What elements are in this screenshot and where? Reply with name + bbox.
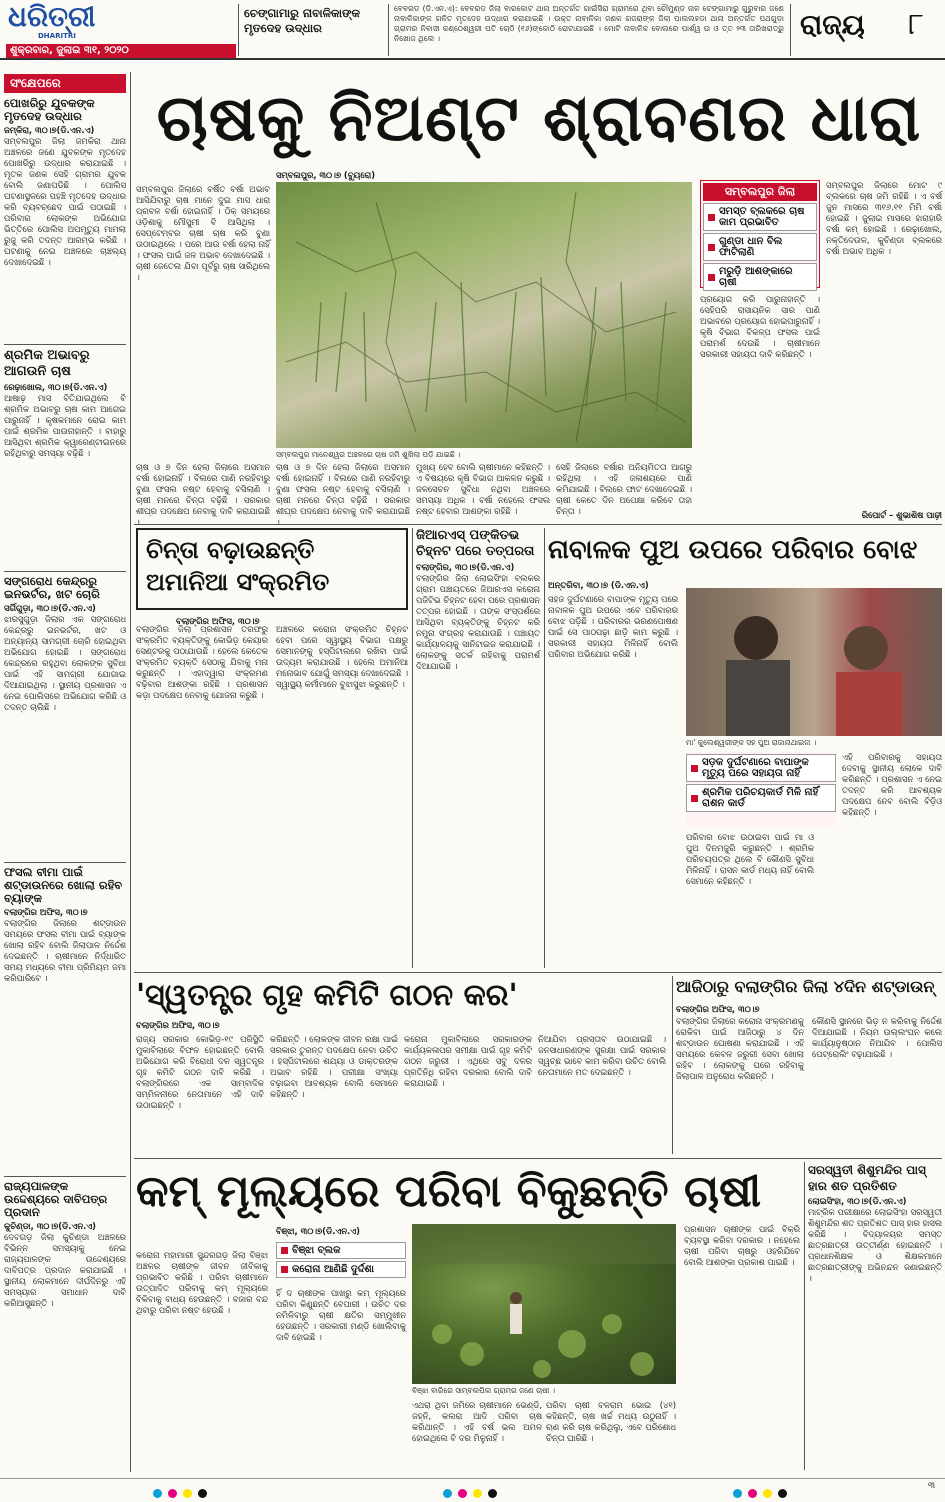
- jiaes-body: ବଲାଙ୍ଗିର ଜିଲା ଲୋଇସିଂହା ବ୍ଲକର ଗ୍ରାମ ପଞ୍ଚାୟତରେ ଜିଆରଏସ କରୋନା ପଜିଟିଭ ଚିହ୍ନଟ ହେବା ପରେ ପ୍ରଶାସନ ତତ୍ପର ହୋଇଛି । ତାଙ୍କ ସଂସ୍ପର୍ଶରେ ଆସିଥିବା ବ୍ୟକ୍ତିଙ୍କୁ ଚିହ୍ନଟ କରି ନମୁନା ସଂଗ୍ରହ କରାଯାଉଛି । ପଞ୍ଚାୟତ କାର୍ଯ୍ୟାଳୟକୁ ସାନିଟାଇଜ କରାଯାଇଛି । ଲୋକଙ୍କୁ ସତର୍କ ରହିବାକୁ ପରାମର୍ଶ ଦିଆଯାଇଛି ।: [416, 573, 540, 671]
- kam-col-1: କରୋନା ମହାମାରୀ ସୁନ୍ଦରଗଡ଼ ଜିଲା ବିଞ୍ଝା ଅଞ୍ଚଳର ଚାଷୀଙ୍କ ଜୀବନ ଜୀବିକାକୁ ପ୍ରଭାବିତ କରିଛି । ପରିବା ଚାଷୀମାନେ ଉତ୍ପାଦିତ ପରିବାକୁ କମ୍ ମୂଲ୍ୟରେ ବିକିବାକୁ ବାଧ୍ୟ ହେଉଛନ୍ତି । ବଜାର ବନ୍ଦ ଥିବାରୁ ପରିବା ନଷ୍ଟ ହେଉଛି ।: [136, 1250, 268, 1315]
- lead-col-1: ସମ୍ବଲପୁର ଜିଲାରେ ବର୍ଷିତ ବର୍ଷା ଅଭାବ ଆସିଯିବାରୁ ଚାଷ ମାନେ ଦୁଇ ମାସ ଧାରା ପ୍ରବଳ ବର୍ଷା ହୋଇନାହିଁ । ଠିକ୍ ସମୟରେ ଓଡ଼ିଶାକୁ ମୌସୁମୀ ବି ଆସିଥିଲା । ସେପ୍ଟେମ୍ବର ଚାଷୀ ଚାଷ କରି ବୁଣା ଉଠାଇଥିଲେ । ପରେ ଆଉ ବର୍ଷା ହେଲା ନାହିଁ । ଫସଲ ପାଇଁ ଜଳ ଅଭାବ ଦେଖାଦେଇଛି । ଚାଷୀ ଜେତେଲ ଯିବା ପୂର୍ବରୁ ଚାଷ ସାରିଥିଲେ ।: [136, 184, 270, 282]
- kam-col-4: ପରିବା ଚାଷୀ ବଳରାମ ଭୋଇ (୪୧) କହିଛନ୍ତି, ଚାଷ ଖର୍ଚ୍ଚ ମଧ୍ୟ ଉଠୁନାହିଁ । ଋଣ କରି ଚାଷ କରିଥିଲୁ, ଏବେ ପରିଶୋଧ ଚିନ୍ତା ଘାରିଛି ।: [546, 1400, 676, 1443]
- nabalak-col-1: ସହଜ ଦୁର୍ଘଟଣାରେ ବାପାଙ୍କ ମୃତ୍ୟୁ ପରେ ନାବାଳକ ପୁଅ ଉପରେ ଏବେ ପରିବାରର ବୋଝ ପଡ଼ିଛି । ପରିବାରର ଭରଣପୋଷଣ ପାଇଁ ସେ ପାଠପଢ଼ା ଛାଡ଼ି କାମ କରୁଛି । ସରକାରୀ ସହାୟତା ମିଳିନାହିଁ ବୋଲି ପରିବାର ଅଭିଯୋଗ କରିଛି ।: [548, 594, 678, 659]
- brief-body: ଦେବଗଡ଼ ଜିଲା କୁଚିଣ୍ଡା ଅଞ୍ଚଳରେ ବିଭିନ୍ନ ସମସ୍ୟାକୁ ନେଇ ରାଜ୍ୟପାଳଙ୍କ ଉଦ୍ଦେଶ୍ୟରେ ଦାବିପତ୍ର ପ୍ରଦାନ କରାଯାଇଛି । ସ୍ଥାନୀୟ ଲୋକମାନେ ଦୀର୍ଘଦିନରୁ ଏହି ସମସ୍ୟାର ସମାଧାନ ଦାବି କରିଆସୁଛନ୍ତି ।: [4, 1232, 126, 1308]
- lead-sidebar-item: ମରୁଡ଼ି ଆଶଙ୍କାରେ ଚାଷୀ: [703, 263, 817, 291]
- lead-dateline: ସମ୍ବଲପୁର, ୩୦।୭ (ବ୍ୟୁରୋ): [276, 170, 376, 180]
- kam-col-2: ହିଁ ଦ ଚାଷୀଙ୍କ ପାଖରୁ କମ୍ ମୂଲ୍ୟରେ ପରିବା କିଣୁଛନ୍ତି ବେପାରୀ । ଉଚିତ ଦର ନମିଳିବାରୁ ଚାଷୀ କ୍ଷତିର ସମ୍ମୁଖୀନ ହେଉଛନ୍ତି । ସରକାରୀ ମଣ୍ଡି ଖୋଲିବାକୁ ଦାବି ହୋଇଛି ।: [276, 1288, 406, 1342]
- brief-title: ଶ୍ରମିକ ଅଭାବରୁ ଆଗଉନି ଚାଷ: [4, 348, 90, 379]
- kam-col-5: ପ୍ରଶାସନ ଚାଷୀଙ୍କ ପାଇଁ ବିକ୍ରି ବ୍ୟବସ୍ଥା କରିବା ଦରକାର । ନହେଲେ ଚାଷୀ ପରିବା ଚାଷରୁ ଓହରିଯିବେ ବୋଲି ଆଶଙ୍କା ପ୍ରକାଶ ପାଇଛି ।: [684, 1224, 800, 1267]
- amania-col-1: ବଲାଙ୍ଗିର ଜିଲା ପ୍ରଶାସନ ତରଫରୁ ସଂକ୍ରମିତ ବ୍ୟକ୍ତିଙ୍କୁ କୋଭିଡ଼ କେୟାର ସେଣ୍ଟରକୁ ପଠାଯାଉଛି । ହେଲେ କେତେକ ସଂକ୍ରମିତ ବ୍ୟକ୍ତି ସେଠାକୁ ଯିବାକୁ ମନା କରୁଛନ୍ତି । ଏହାଦ୍ୱାରା ସଂକ୍ରମଣ ବଢ଼ିବାର ଆଶଙ୍କା ରହିଛି । ପ୍ରଶାସନ କଡ଼ା ପଦକ୍ଷେପ ନେବାକୁ ଯୋଜନା କରୁଛି ।: [136, 624, 268, 700]
- story-amania: [136, 528, 408, 968]
- cracked-field-illustration: [276, 182, 692, 448]
- nabalak-box-item: ସଡ଼କ ଦୁର୍ଘଟଣାରେ ବାପାଙ୍କ ମୃତ୍ୟୁ ପରେ ସହାୟତା ନାହିଁ: [686, 754, 836, 782]
- brief-title: ଫସଲ ବୀମା ପାଇଁ ଶଟ୍‌ଡାଉନରେ ଖୋଲା ରହିବ ବ୍ୟାଙ୍କ: [4, 865, 123, 905]
- print-marks: [0, 1478, 945, 1497]
- lead-story: [136, 170, 942, 527]
- jiaes-headline: ଜିଆରଏସ୍ ପଙ୍କିତଭ ଚିହ୍ନଟ ପରେ ତତ୍ପରତା: [416, 528, 535, 559]
- lead-photo-caption: ସମ୍ବଲପୁର ମାନେଶ୍ୱର ଅଞ୍ଚଳରେ ଚାଷ ଜମି ଶୁଖିଲା ପଡ଼ି ଯାଇଛି ।: [276, 450, 461, 459]
- bullet-square-icon: [708, 214, 715, 221]
- lead-sidebar-box: [700, 180, 820, 288]
- nabalak-col-2: ପରିବାର ବୋଝ ଉଠାଇବା ପାଇଁ ମା ଓ ପୁଅ ଦିନମଜୁରି କରୁଛନ୍ତି । ଶ୍ରମିକ ପରିଚୟପତ୍ର ଥିଲେ ବି କୌଣସି ସୁବିଧା ମିଳିନାହିଁ । ରାସନ କାର୍ଡ ମଧ୍ୟ ନାହିଁ ବୋଲି ସେମାନେ କହିଛନ୍ତି ।: [686, 832, 814, 886]
- kam-photo-caption: ବିଞ୍ଝା ବାରିରେ ସାମ୍ବଲପିଲ ଗ୍ରାମର ଜଣେ ଚାଷୀ ।: [412, 1386, 555, 1395]
- footer-page-marker: ୩: [928, 1481, 936, 1491]
- newspaper-logo: [8, 2, 98, 42]
- color-registration-dots: [440, 1483, 560, 1495]
- story-nabalak: [548, 528, 942, 968]
- swatantra-headline: 'ସ୍ୱତନ୍ତ୍ର ଗୃହ କମିଟି ଗଠନ କର': [136, 978, 518, 1013]
- lead-col-4: ମୁଖ୍ୟ ହେବ ବୋଲି ଚାଷୀମାନେ କହିଛନ୍ତି । ଏ ବିଷୟରେ କୃଷି ବିଭାଗ ଆକଳନ କରୁଛି । ଜଳସେଚନ ସୁବିଧା ନଥିବା ଅଞ୍ଚଳରେ ସମସ୍ୟା ଅଧିକ । ବର୍ଷା ନହେଲେ ଫସଲ ନଷ୍ଟ ହେବାର ଆଶଙ୍କା ରହିଛି ।: [416, 462, 550, 516]
- brief-dateline: ସର୍ଗିଗୁଡ଼ା, ୩୦।୭(ଡି.ଏନ.ଏ): [4, 603, 96, 613]
- brief-column: [4, 74, 126, 1474]
- lead-reporter: ରିପୋର୍ଟ – ଶୁଭାଶିଷ ପାଢ଼ୀ: [861, 510, 942, 520]
- nabalak-photo-caption: ମା' କୁଲେଶ୍ୱରୀଙ୍କ ସହ ପୁଅ ରାଜାନାଥାଇନା ।: [686, 738, 817, 747]
- saraswati-headline: ସରସ୍ୱତୀ ଶିଶୁମନ୍ଦିର ପାସ୍ ହାର ଶତ ପ୍ରତିଶତ: [808, 1163, 926, 1193]
- brief-label: ସଂକ୍ଷେପରେ: [4, 74, 126, 93]
- lead-col-3: ଚାଷ ଓ ୭ ଦିନ ହେଲା ଜିଲାରେ ଅସମାନ ବର୍ଷା ହୋଇନାହିଁ । ବିଲରେ ପାଣି ନରହିବାରୁ ବୁଣା ଫସଲ ନଷ୍ଟ ହେବାକୁ ବସିଲାଣି । ଚାଷୀ ମନରେ ଚିନ୍ତା ବଢ଼ିଛି । ସରକାର ଶୀଘ୍ର ପଦକ୍ଷେପ ନେବାକୁ ଦାବି କରାଯାଇଛି ।: [276, 462, 410, 527]
- bullet-square-icon: [281, 1266, 288, 1273]
- story-kam: [136, 1162, 800, 1470]
- masthead: [0, 0, 945, 60]
- swatantra-col-3: କରୋନା ମୁକାବିଲାରେ ସରକାରଙ୍କ କାର୍ଯ୍ୟକଳାପର ସମୀକ୍ଷା ପାଇଁ ଗୃହ କମିଟି ଗଠନ ଜରୁରୀ । ଏଥିରେ ସବୁ ଦଳର ପ୍ରତିନିଧି ରହିବା ଦରକାର ବୋଲି ଦାବି କରାଯାଇଛି ।: [404, 1034, 532, 1088]
- brief-item: [4, 575, 126, 859]
- kam-box-item: କରୋନା ଆଣିଛି ଦୁର୍ଦ୍ଦଶା: [276, 1261, 406, 1278]
- lead-col-7: ସମ୍ବଲପୁର ଜିଲାରେ ମୋଟ ୯ ବ୍ଲକରେ ଚାଷ ଜମି ରହିଛି । ଏ ବର୍ଷ ଜୁନ ମାସରେ ୩୧୬.୧୧ ମିମି ବର୍ଷା ହୋଇଛି । ଜୁଲାଇ ମାସରେ ହାରାହାରି ବର୍ଷା କମ୍ ହୋଇଛି । ରେଢ଼ାଖୋଲ, ନକ୍ତିଦେଉଳ, କୁଚିଣ୍ଡା ବ୍ଲକରେ ବର୍ଷା ଅଭାବ ଅଧିକ ।: [826, 180, 942, 256]
- story-saraswati: [808, 1162, 942, 1470]
- teaser-text: ବେବରଡ (ଡି.ଏନ.ଏ): ବେବରଡ ଜିଲା ବାରକୋଟ ଥାନା ଅନ୍ତର୍ଗତ ଗାଇଁସିରା ଗ୍ରାମରେ ଥିବା ଚୌମୁଣ୍ଡ ନାଳ ଚେଙ୍ଗାମାରୁ ଗୁରୁବାର ଜଣେ ନାବାଳିକାଙ୍କ ଗଳିତ ମୃତଦେହ ଉଦ୍ଧାର କରାଯାଇଛି । ଉକ୍ତ ନାବାଳିକା ଜଣକ ଗଜରାଙ୍କ ଜିଲା ପାଲଲହଡା ଥାନା ଅନ୍ତର୍ଗତ ପଥଗୁଡ଼ା ଗ୍ରାମର ନିବାସୀ କଣ୍ଠେଶ୍ୱରୀ ପତି ଚୋଠି (୧୬)ଙ୍କୋଠି ରୋଟାଯାଇଛି । ମୋଟି ନାବାଳିକ ବୋଲରେ ପାର୍ଶ୍ୱ ଉ ଓ ତ୍ତ ୨୩ ତାରିଖରାତ୍ରୁ ନିଖୋଜ ଥିଲେ ।: [394, 4, 784, 43]
- kam-box-item: ବିଞ୍ଝା ବ୍ଲକ: [276, 1242, 406, 1259]
- logo-text: ଧରିତ୍ରୀ: [8, 0, 96, 33]
- lead-sidebar-item: ସମସ୍ତ ବ୍ଲକରେ ଚାଷ କାମ ପ୍ରଭାବିତ: [703, 203, 817, 231]
- brief-item: [4, 1180, 126, 1482]
- brief-title: ପୋଖରିରୁ ଯୁବକଙ୍କ ମୃତଦେହ ଉଦ୍ଧାର: [4, 96, 95, 123]
- color-registration-dots: [730, 1483, 850, 1495]
- lead-photo: [276, 182, 692, 448]
- kam-headline: କମ୍ ମୂଲ୍ୟରେ ପରିବା ବିକୁଛନ୍ତି ଚାଷୀ: [136, 1166, 762, 1217]
- lead-col-6: ପ୍ରୟୋଗ କରି ପାରୁନାହାନ୍ତି । ସେହିପରି ରାସାୟନିକ ସାର ପାଣି ଅଭାବରେ ପ୍ରୟୋଗ ହୋଇପାରୁନାହିଁ । କୃଷି ବିଭାଗ ବିକଳ୍ପ ଫସଲ ପାଇଁ ପରାମର୍ଶ ଦେଉଛି । ଚାଷୀମାନେ ସରକାରୀ ସହାୟତା ଦାବି କରିଛନ୍ତି ।: [700, 294, 820, 359]
- lead-col-5: ସେହି ଜିଲାରେ ବର୍ଷାର ଅନିୟମିତତା ଆଗରୁ ରହିଥିଲା । ଏହି ଜଳାଶୟରେ ପାଣି କମିଯାଇଛି । ବିଲରେ ଫାଟ ଦେଖାଦେଇଛି । ଚାଷୀ କେତେ ଦିନ ଅପେକ୍ଷା କରିବେ ତାହା ଚିନ୍ତା ।: [556, 462, 692, 516]
- kam-box: [276, 1240, 406, 1284]
- swatantra-col-1: ରାଜ୍ୟ ସରକାର କୋଭିଡ଼-୧୯ ପରିସ୍ଥିତି ମୁକାବିଲାରେ ବିଫଳ ହୋଇଛନ୍ତି ବୋଲି ଅଭିଯୋଗ କରି ବିରୋଧୀ ଦଳ ସ୍ୱତନ୍ତ୍ର ଗୃହ କମିଟି ଗଠନ ଦାବି କରିଛି । ବଲାଙ୍ଗିରରେ ଏକ ସାମ୍ବାଦିକ ସମ୍ମିଳନୀରେ ନେତାମାନେ ଏହି ଦାବି ଉଠାଇଛନ୍ତି ।: [136, 1034, 264, 1110]
- nabalak-box-item: ଶ୍ରମିକ ପରିଚୟକାର୍ଡ ମିଳି ନାହିଁ ରାଶନ କାର୍ଡ: [686, 784, 836, 812]
- brief-title: ସଙ୍ଗରୋଧ କେନ୍ଦ୍ରରୁ ଇନଭର୍ଟର, ଖଟ ଚୋରି: [4, 574, 100, 601]
- bullet-square-icon: [281, 1247, 288, 1254]
- shutdown-headline: ଆଜିଠାରୁ ବଲାଙ୍ଗିର ଜିଲା ୪ଦିନ ଶଟ୍‌ଡାଉନ୍: [676, 977, 935, 996]
- mother-son-illustration: [686, 588, 942, 736]
- farmer-field-illustration: [412, 1224, 676, 1384]
- jiaes-dateline: ବଲାଙ୍ଗିର, ୩୦।୭(ଡି.ଏନ.ଏ): [416, 562, 515, 572]
- logo-sub: DHARITRI: [38, 32, 76, 40]
- brief-item: [4, 348, 126, 568]
- amania-col-2: ଅଞ୍ଚଳରେ କରୋନା ସଂକ୍ରମିତ ଚିହ୍ନଟ ହେବା ପରେ ସ୍ୱାସ୍ଥ୍ୟ ବିଭାଗ ପକ୍ଷରୁ ସେମାନଙ୍କୁ ହସ୍ପିଟାଲରେ ରଖିବା ପାଇଁ ଉଦ୍ୟମ କରାଯାଉଛି । ହେଲେ ଅମାନିଆ ମନୋଭାବ ଯୋଗୁଁ ସମସ୍ୟା ଦେଖାଦେଇଛି । ସ୍ୱାସ୍ଥ୍ୟ କର୍ମୀମାନେ ବୁଝାସୁଝା କରୁଛନ୍ତି ।: [276, 624, 408, 689]
- nabalak-headline: ନାବାଳକ ପୁଅ ଉପରେ ପରିବାର ବୋଝ: [548, 535, 918, 565]
- brief-title: ରାଜ୍ୟପାଳଙ୍କ ଉଦ୍ଦେଶ୍ୟରେ ଦାବିପତ୍ର ପ୍ରଦାନ: [4, 1179, 108, 1219]
- brief-body: ଆଷାଢ଼ ମାସ ବିତିଯାଇଥିଲେ ବି ଶ୍ରମିକ ଅଭାବରୁ ଚାଷ କାମ ଆଗେଇ ପାରୁନାହିଁ । କୃଷକମାନେ ରୋଇ କାମ ପାଇଁ ଶ୍ରମିକ ପାଉନାହାନ୍ତି । ବାହାରୁ ଆସିଥିବା ଶ୍ରମିକ କ୍ୱାରେଣ୍ଟାଇନରେ ରହିଥିବାରୁ ସମସ୍ୟା ବଢ଼ିଛି ।: [4, 393, 126, 458]
- brief-dateline: ଜମ୍‌କିରା, ୩୦।୭(ଡି.ଏନ.ଏ): [4, 125, 95, 135]
- swatantra-col-2: କରିଛନ୍ତି । ଲୋକଙ୍କ ଜୀବନ ରକ୍ଷା ପାଇଁ ସରକାର ତୁରନ୍ତ ପଦକ୍ଷେପ ନେବା ଉଚିତ । ହସ୍ପିଟାଲରେ ଶଯ୍ୟା ଓ ଡାକ୍ତରଙ୍କ ଅଭାବ ରହିଛି । ପରୀକ୍ଷା ସଂଖ୍ୟା ବଢ଼ାଇବା ଆବଶ୍ୟକ ବୋଲି ସେମାନେ କହିଛନ୍ତି ।: [270, 1034, 398, 1099]
- brief-dateline: ରେଢ଼ାଖୋଲ, ୩୦।୭(ଡି.ଏନ.ଏ): [4, 382, 108, 392]
- kam-photo: [412, 1224, 676, 1384]
- lead-sidebar-title: ସମ୍ବଲପୁର ଜିଲା: [703, 183, 817, 201]
- section-label: ରାଜ୍ୟ: [800, 8, 865, 41]
- masthead-date: ଶୁକ୍ରବାର, ଜୁଲାଇ ୩୧, ୨୦୨୦: [6, 44, 236, 58]
- lead-headline: ଚାଷକୁ ନିଅଣ୍ଟ ଶ୍ରାବଣର ଧାରା: [156, 82, 922, 156]
- brief-item: [4, 866, 126, 1173]
- shutdown-col-1: ବଲାଙ୍ଗିର ଜିଲାରେ କରୋନା ସଂକ୍ରମଣକୁ ରୋକିବା ପାଇଁ ଆଜିଠାରୁ ୪ ଦିନ ଶଟ୍‌ଡାଉନ ଘୋଷଣା କରାଯାଇଛି । ଏହି ସମୟରେ କେବଳ ଜରୁରୀ ସେବା ଖୋଲା ରହିବ । ଲୋକଙ୍କୁ ଘରେ ରହିବାକୁ ଜିଲାପାଳ ଅନୁରୋଧ କରିଛନ୍ତି ।: [676, 1016, 804, 1081]
- amania-dateline: ବଲାଙ୍ଗିର ଅଫିସ, ୩୦।୭: [176, 616, 260, 626]
- nabalak-box: [686, 752, 836, 828]
- amania-headline: ଚିନ୍ତା ବଢ଼ାଉଛନ୍ତି ଅମାନିଆ ସଂକ୍ରମିତ: [136, 528, 408, 610]
- nabalak-photo: [686, 588, 942, 736]
- bullet-square-icon: [708, 244, 715, 251]
- brief-item: [4, 97, 126, 341]
- saraswati-dateline: ଲୋଇସିଂହା, ୩୦।୭(ଡି.ଏନ.ଏ): [808, 1196, 907, 1206]
- teaser-title: ଚେଙ୍ଗାମାରୁ ନାବାଳିକାଙ୍କ ମୃତଦେହ ଉଦ୍ଧାର: [244, 6, 361, 35]
- page-number: ୮: [908, 7, 924, 42]
- shutdown-dateline: ବଲାଙ୍ଗିର ଅଫିସ, ୩୦।୭: [676, 1004, 760, 1014]
- bullet-square-icon: [691, 765, 698, 772]
- swatantra-dateline: ବଲାଙ୍ଗିର ଅଫିସ, ୩୦।୭: [136, 1020, 220, 1030]
- brief-body: ସମ୍ବଲପୁର ଜିଲା ଜମକିରା ଥାନା ଅଞ୍ଚଳରେ ଜଣେ ଯୁବକଙ୍କ ମୃତଦେହ ପୋଖରିରୁ ଉଦ୍ଧାର କରାଯାଇଛି । ମୃତକ ଜଣକ ସେହି ଗ୍ରାମର ଯୁବକ ବୋଲି ଜଣାପଡିଛି । ପୋଲିସ ଘଟଣାସ୍ଥଳରେ ପହଞ୍ଚି ମୃତଦେହ ଉଦ୍ଧାର କରି ବ୍ୟବଚ୍ଛେଦ ପାଇଁ ପଠାଇଛି । ପରିବାର ଲୋକଙ୍କ ଅଭିଯୋଗ ଭିତ୍ତିରେ ପୋଲିସ ଅପମୃତ୍ୟୁ ମାମଲା ରୁଜୁ କରି ତଦନ୍ତ ଆରମ୍ଭ କରିଛି । ଘଟଣାକୁ ନେଇ ଅଞ୍ଚଳରେ ଚାଞ୍ଚଲ୍ୟ ଦେଖାଦେଇଛି ।: [4, 136, 126, 267]
- lead-col-2: ଚାଷ ଓ ୭ ଦିନ ହେଲା ଜିଲାରେ ଅସମାନ ବର୍ଷା ହୋଇନାହିଁ । ବିଲରେ ପାଣି ନରହିବାରୁ ବୁଣା ଫସଲ ନଷ୍ଟ ହେବାକୁ ବସିଲାଣି । ଚାଷୀ ମନରେ ଚିନ୍ତା ବଢ଼ିଛି । ସରକାର ଶୀଘ୍ର ପଦକ୍ଷେପ ନେବାକୁ ଦାବି କରାଯାଇଛି ।: [136, 462, 270, 527]
- nabalak-dateline: ଅନ୍ତରିବା, ୩୦।୭ (ଡି.ଏନ.ଏ): [548, 580, 649, 590]
- bullet-square-icon: [708, 274, 715, 281]
- lead-sidebar-item: ଗୁଣ୍ଡା ଧାନ ବିଲ ଫାଟିଲାଣି: [703, 233, 817, 261]
- brief-dateline: ବଲାଙ୍ଗିର ଅଫିସ, ୩୦।୭: [4, 907, 88, 917]
- nabalak-col-3: ଏହି ପରିବାରକୁ ସହାୟତା ଦେବାକୁ ସ୍ଥାନୀୟ ଲୋକେ ଦାବି କରିଛନ୍ତି । ପ୍ରଶାସନ ଏ ନେଇ ତଦନ୍ତ କରି ଆବଶ୍ୟକ ପଦକ୍ଷେପ ନେବ ବୋଲି ବିଡ଼ିଓ କହିଛନ୍ତି ।: [842, 752, 942, 817]
- saraswati-body: ମାଟ୍ରିକ ପରୀକ୍ଷାରେ ଲୋଇସିଂହା ସରସ୍ୱତୀ ଶିଶୁମନ୍ଦିର ଶତ ପ୍ରତିଶତ ପାସ୍ ହାର ହାସଲ କରିଛି । ବିଦ୍ୟାଳୟର ସମସ୍ତ ଛାତ୍ରଛାତ୍ରୀ ଉତ୍ତୀର୍ଣ୍ଣ ହୋଇଛନ୍ତି । ପ୍ରଧାନଶିକ୍ଷକ ଓ ଶିକ୍ଷକମାନେ ଛାତ୍ରଛାତ୍ରୀଙ୍କୁ ଅଭିନନ୍ଦନ ଜଣାଇଛନ୍ତି ।: [808, 1207, 943, 1283]
- kam-col-3: ଏଥରା ଥିବା ଜମିରେ ଚାଷୀମାନେ ଭେଣ୍ଡି, ଜହ୍ନି, କଲରା ଆଦି ପରିବା ଚାଷ କରିଥାନ୍ତି । ଏହି ବର୍ଷ ଭଲ ଅମଳ ହୋଇଥିଲେ ବି ଦର ମିଳୁନାହିଁ ।: [412, 1400, 542, 1443]
- shutdown-col-2: କୌଣସି ସ୍ଥାନରେ ଭିଡ଼ ନ କରିବାକୁ ନିର୍ଦ୍ଦେଶ ଦିଆଯାଇଛି । ନିୟମ ଉଲ୍ଲଂଘନ କଲେ କାର୍ଯ୍ୟାନୁଷ୍ଠାନ ନିଆଯିବ । ପୋଲିସ ପେଟ୍ରୋଲିଂ ବଢ଼ାଯାଇଛି ।: [812, 1016, 942, 1059]
- kam-dateline: ବିଞ୍ଝା, ୩୦।୭(ଡି.ଏନ.ଏ): [276, 1226, 360, 1236]
- brief-body: ବଲାଙ୍ଗିର ଜିଲାରେ ଶଟ୍‌ଡାଉନ ସମୟରେ ଫସଲ ବୀମା ପାଇଁ ବ୍ୟାଙ୍କ ଖୋଲା ରହିବ ବୋଲି ଜିଲାପାଳ ନିର୍ଦ୍ଦେଶ ଦେଇଛନ୍ତି । ଚାଷୀମାନେ ନିର୍ଦ୍ଧାରିତ ସମୟ ମଧ୍ୟରେ ବୀମା ପ୍ରିମିୟମ ଜମା କରିପାରିବେ ।: [4, 918, 126, 983]
- story-swatantra: [136, 976, 668, 1154]
- brief-body: ଝାରସୁଗୁଡ଼ା ଜିଲାର ଏକ ସଙ୍ଗରୋଧ କେନ୍ଦ୍ରରୁ ଇନଭର୍ଟର, ଖଟ ଓ ଅନ୍ୟାନ୍ୟ ସାମଗ୍ରୀ ଚୋରି ହୋଇଥିବା ଅଭିଯୋଗ ହୋଇଛି । ସଙ୍ଗରୋଧ କେନ୍ଦ୍ରରେ ରହୁଥିବା ଲୋକଙ୍କ ସୁବିଧା ପାଇଁ ଏହି ସାମଗ୍ରୀ ଯୋଗାଇ ଦିଆଯାଇଥିଲା । ସ୍ଥାନୀୟ ପ୍ରଶାସନ ଏ ନେଇ ପୋଲିସରେ ଅଭିଯୋଗ କରିଛି ଓ ତଦନ୍ତ ଚାଲିଛି ।: [4, 614, 126, 712]
- story-jiaes: [416, 528, 540, 968]
- story-shutdown: [676, 976, 942, 1154]
- color-registration-dots: [150, 1483, 270, 1495]
- bullet-square-icon: [691, 795, 698, 802]
- swatantra-col-4: ନିଆଯିବା ପ୍ରସ୍ତାବ ଉଠାଯାଇଛି । ଜନସାଧାରଣଙ୍କ ସୁରକ୍ଷା ପାଇଁ ସରକାର ସ୍ୱଚ୍ଛ ଭାବେ କାମ କରିବା ଉଚିତ ବୋଲି ନେତାମାନେ ମତ ଦେଇଛନ୍ତି ।: [538, 1034, 666, 1077]
- brief-dateline: କୁଚିଣ୍ଡା, ୩୦।୭(ଡି.ଏନ.ଏ): [4, 1221, 96, 1231]
